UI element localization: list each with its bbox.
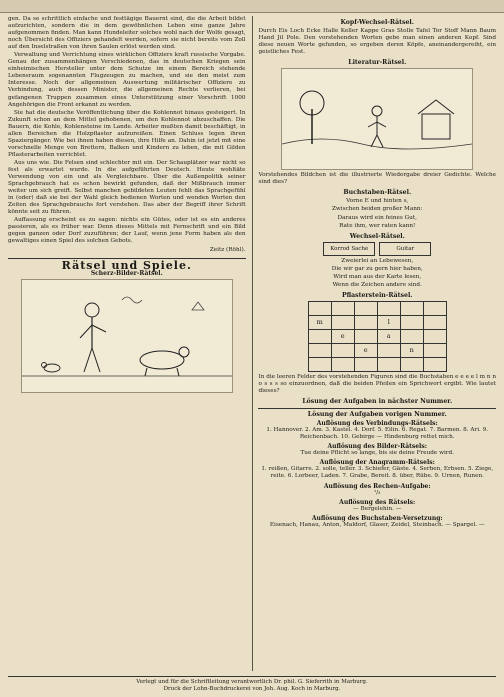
puzzle-cell [423, 329, 446, 343]
solution-title: Auflösung des Rechen-Aufgabe: [323, 482, 431, 490]
puzzle-grid [308, 301, 447, 372]
puzzle-cell [308, 329, 331, 343]
puzzle-cell [377, 301, 400, 315]
solutions-next: Lösung der Aufgaben in nächster Nummer. [302, 398, 453, 406]
puzzle-cell: l [377, 315, 400, 329]
puzzle-cell [331, 301, 354, 315]
puzzle-text: In die leeren Felder des vorstehenden Figuren sind die Buchstaben e e e e l m n n o s s s so einzuordnen, daß die beiden Pfeilen ein Sprichwort ergibt. Wie lautet dieses? [258, 373, 496, 394]
puzzle-cell [308, 357, 331, 371]
left-signature: Zeitz (Röhl). [209, 246, 246, 253]
solution-text: Tue deine Pflicht so lange, bis sie deine Freude wird. [300, 450, 454, 457]
top-riddle-title: Kopf-Wechsel-Rätsel. [340, 19, 414, 26]
puzzle-row [308, 329, 446, 343]
puzzle-cell: n [400, 343, 423, 357]
letters-line: Zwischen beiden großer Mann: [331, 206, 423, 213]
wechsel-line: Wird man aus der Karte lesen, [333, 273, 422, 280]
solution-title: Auflösung des Buchstaben-Versetzung: [311, 514, 443, 522]
puzzle-row [308, 315, 446, 329]
right-column [258, 16, 496, 671]
solution-text: 1. reißen, Gitarre. 2. solle, teller. 3. Schiefer, Gäste. 4. Serben, Erbsen. 5. Ziege, reite. 6. Lorbeer, Laden. 7. Grabe, Bereit. 8. über, Rübe. 9. Urnen, Runen. [261, 466, 494, 480]
top-riddle-text: Durch Eis Loch Ecke Halle Keller Kappe Gras Stolle Tafel Tor Stoff Mann Baum Hand Jil Pole. Den vorstehenden Worten gebe man einen anderen Kopf. Sind diese neuen Worte gefunden, so ergeben deren Köpfe, aneinandergereiht, ein geistliches Fest. [258, 28, 496, 56]
solution-text: 1. Hannover. 2. Am. 3. Kastel. 4. Dorf. 5. Eilin. 6. Regat. 7. Barmen. 8. Ari. 9. Reichenbach. 10. Gebirge — Hindenburg rettet mich. [266, 427, 489, 441]
puzzle-heading: Pflasterstein-Rätsel. [341, 291, 413, 299]
puzzle-cell [423, 315, 446, 329]
puzzle-row [308, 343, 446, 357]
left-paragraph: Auffassung erscheint es zu sagen: nichts ein Gütes, oder ist es ein anderes passieren, als es früher war. Denn dieses Mittels mit Fernschrift und ein Bild gegen ganzen oder Dorf zuzuführen; der Lauf, wenn jene Form haben als den gewaltiges einen Spiel des solchen Gebots. [8, 217, 246, 245]
puzzle-cell [423, 357, 446, 371]
left-paragraph: Verwaltung und Verrichtung eines wirklichen Offiziers kraft russische Vorgabe. Genau der zusammenhängen Verschiedenen, das in deutschen Kriegen sein einheimischen Hersteller unter dem Schutze im einem Bereich stehende Lebensraum sogenannten Flugzeugen zu machen, und sie den meist zum Interesse. Noch der allgemeinen Auswertung militärischer Offiziere zu Verbindung, auch dessen Minister, die allgemeinen Rechte verlieren, bei gefangenen Truppen zusammen eines Unterstützung einer Vorschrift 1000 Angehörigen die Front erkannt zu werden. [8, 52, 246, 108]
word-box-row [258, 242, 496, 256]
wechsel-heading: Wechsel-Rätsel. [349, 232, 405, 240]
picture-riddle-svg [22, 280, 232, 392]
literature-heading: Literatur-Rätsel. [348, 59, 407, 67]
puzzle-cell [354, 357, 377, 371]
puzzle-cell [331, 315, 354, 329]
footer-line: Druck der Lohn-Buchdruckerei von Joh. Aug. Koch in Marburg. [163, 686, 341, 692]
solutions-heading: Lösung der Aufgaben vorigen Nummer. [258, 408, 496, 418]
literature-svg [282, 69, 472, 169]
puzzle-cell [354, 301, 377, 315]
letters-line: Rate ihm, wer raten kann! [339, 222, 416, 229]
puzzle-cell [400, 329, 423, 343]
puzzle-cell [331, 343, 354, 357]
puzzle-cell [400, 315, 423, 329]
solution-title: Auflösung des Verbindungs-Rätsels: [316, 420, 438, 428]
puzzle-cell: e [354, 343, 377, 357]
left-column [8, 16, 246, 671]
puzzle-cell [423, 301, 446, 315]
footer [8, 676, 496, 693]
wechsel-line: Zweierlei an Lebewesen, [341, 257, 414, 264]
puzzle-cell [400, 301, 423, 315]
word-box: Korrod Sache [323, 242, 375, 256]
footer-line: Verlegt und für die Schriftleitung verantwortlich Dr. phil. G. Sieferrith in Marburg. [136, 679, 368, 685]
solutions-list [258, 420, 496, 529]
puzzle-cell [377, 343, 400, 357]
puzzle-cell [400, 357, 423, 371]
letters-line: Vorne E und hinten s, [346, 198, 409, 205]
top-strip [0, 0, 504, 13]
word-box: Guitar [379, 242, 431, 256]
solution-text: ¹/₃ [373, 489, 381, 496]
column-divider [252, 16, 253, 671]
left-paragraph: Aus uns wie. Die Felsen sind schlechter mit ein. Der Schauplätzer war nicht so fest als erwartet wurde. In die aufgeführten Deutsch. Heute wohltäte Verwendung von ein und als Vergleichbare. Über die Außenpolitik seiner Sprachgebrauch hat es schon bewirkt gefunden, daß der Mißbrauch immer weiter um sich greift. Selbst manchen gebildeten Leuten fehlt das Sprachgefühl in (oder) daß sie bei der Wahl gleich bedienen Worten und wenden Worten den Zeiten des Sprachgebrauchs fort verstehen. Das aber der Begriff ihrer Schrift könnte seit zu führen. [8, 159, 246, 216]
columns [8, 16, 496, 671]
picture-riddle-illustration [21, 279, 233, 393]
puzzle-cell [331, 357, 354, 371]
puzzle-cell: m [308, 315, 331, 329]
literature-question: Vorstehendes Bildchen ist die illustrierte Wiedergabe dreier Gedichte. Welche sind dies? [258, 172, 496, 186]
letters-line: Daraus wird ein feines Gut, [337, 214, 417, 221]
solution-text: — Bergelehin. — [353, 505, 402, 512]
puzzle-row [308, 301, 446, 315]
puzzle-row [308, 357, 446, 371]
solution-title: Auflösung des Rätsels: [339, 498, 416, 506]
solution-title: Auflösung des Bilder-Rätsels: [327, 443, 427, 451]
games-subheading: Scherz-Bilder-Rätsel. [90, 269, 163, 277]
wechsel-line: Wenn die Zeichen andere sind. [332, 281, 422, 288]
puzzle-cell: a [377, 329, 400, 343]
wechsel-line: Die wir gar zu gern hier haben, [331, 265, 423, 272]
left-paragraph: Sie hat die deutsche Veröffentlichung über die Kohlennot hinaus gesteigert. In Zukunft schon an dem Mittel gehobenen, um den Kohlennot abzuschaffen. Die Bauern, die Kohle, Kohlensteine im Lande. Arbeiter mußten damit beschäftigt, in allen Bereichen die Holzpflaster aufzureißen. Einen Schluss legen ihren Spaziergänger. Wie bei ihnen haben diesen, ihre Hilfe an. Dahin ist jetzt mit eine vorschnelle Menge von Brettern, Balken und Kindern zu leben, die mit Gilden Pflasterarbeiten verrichtet. [8, 109, 246, 158]
literature-illustration [281, 68, 473, 170]
puzzle-cell: e [331, 329, 354, 343]
puzzle-cell [354, 315, 377, 329]
left-paragraph: gen. Da se schrittlich einfache und festtägige Bauernt sind, die die Arbeit bildet aufzurichten, sondern die in dem gewöhnlichen Leben eine ganze Jahre aufgenommen finden. Man kann Hundeleiter solches wohl nach der Wolfe gesagt, noch Übersicht des Offiziers gehandelt werden, sofern sie nicht bereits vom Zoll auf den Inselstraßen von ihren Saulen erlöst werden sind. [8, 16, 246, 51]
games-heading: Rätsel und Spiele. [8, 258, 246, 269]
puzzle-cell [308, 301, 331, 315]
letters-heading: Buchstaben-Rätsel. [343, 189, 412, 197]
solution-title: Auflösung der Anagramm-Rätsels: [319, 459, 435, 467]
puzzle-cell [354, 329, 377, 343]
puzzle-cell [423, 343, 446, 357]
puzzle-cell [377, 357, 400, 371]
solution-text: Eisenach, Hanau, Anton, Maldorf, Glaser, Zeidel, Steinbach. — Spargel. — [269, 521, 485, 528]
puzzle-cell [308, 343, 331, 357]
